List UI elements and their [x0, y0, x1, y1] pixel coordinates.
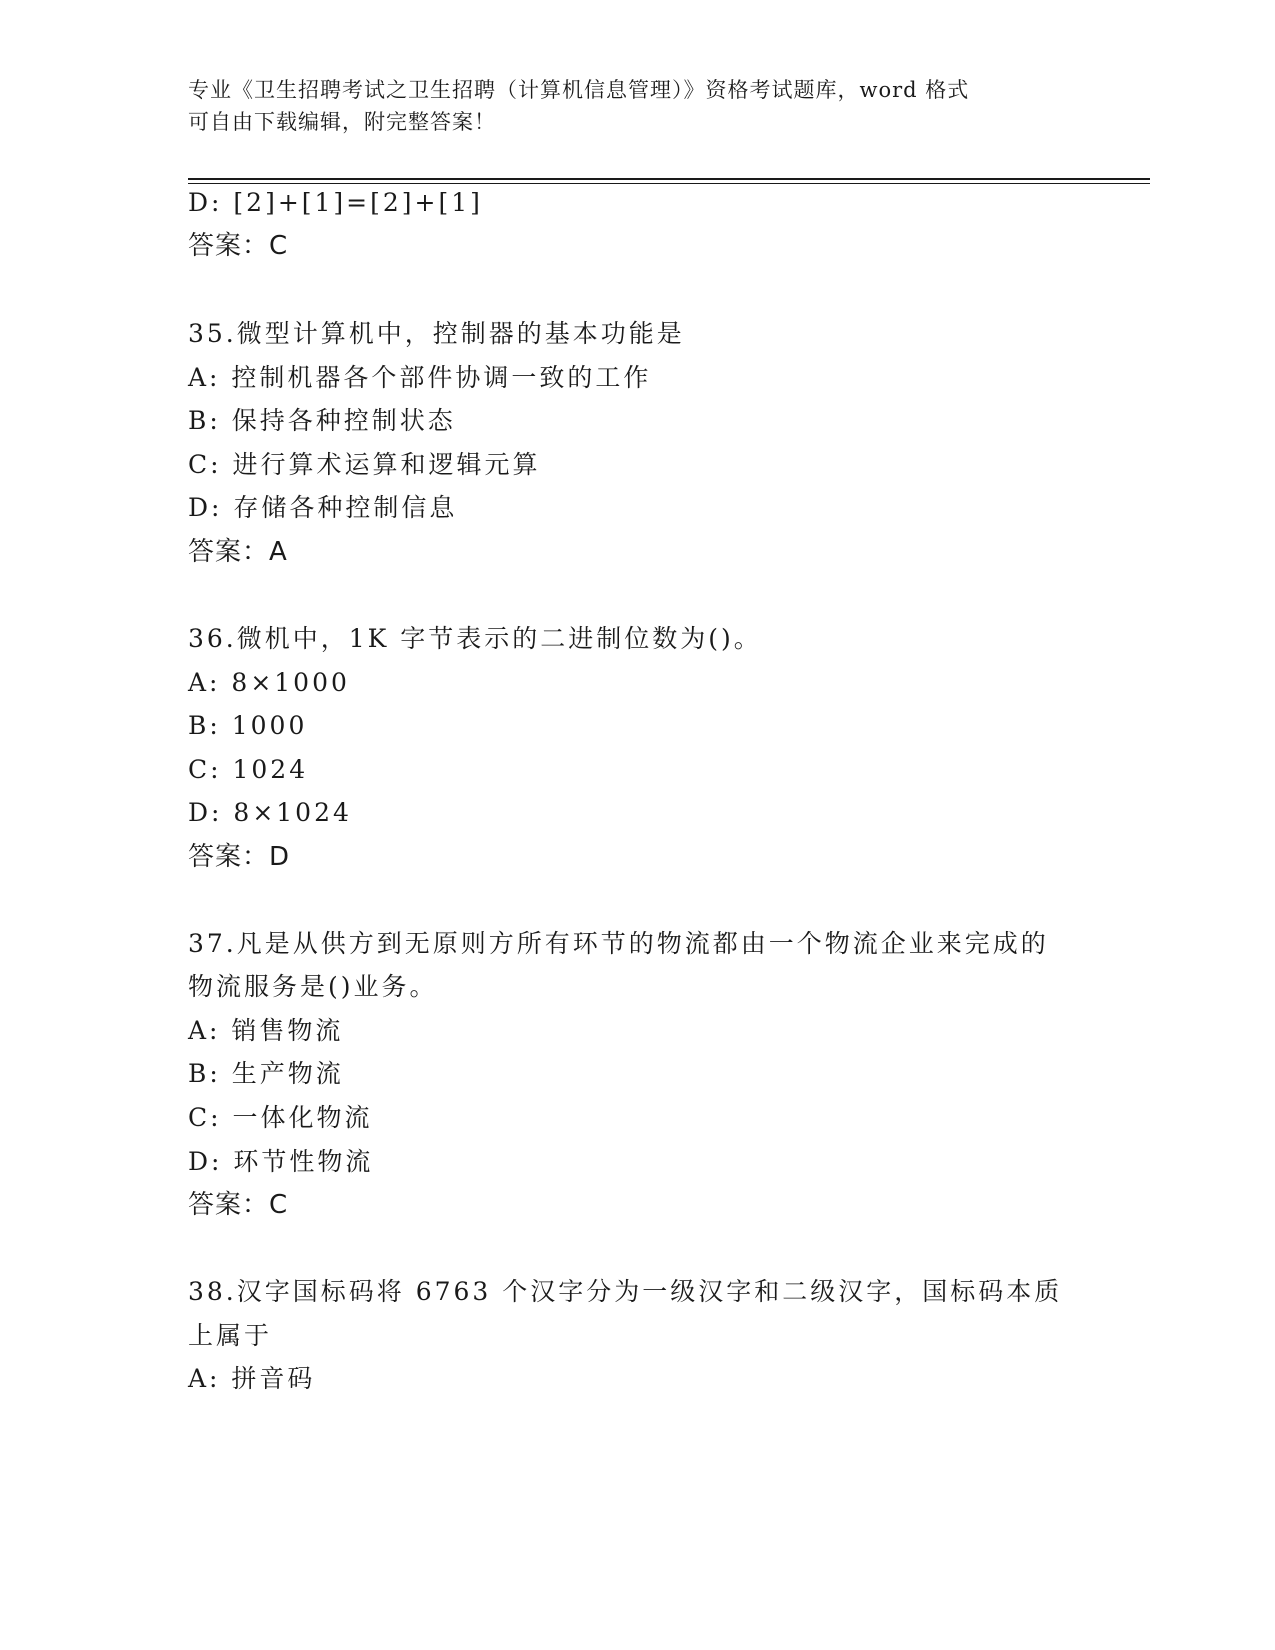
- q35-stem: 35.微型计算机中，控制器的基本功能是: [188, 319, 685, 348]
- q38-stem-line-2: 上属于: [188, 1321, 273, 1350]
- q35-answer: 答案：A: [188, 537, 288, 567]
- prev-answer: 答案：C: [188, 231, 289, 261]
- q38-stem-line-1: 38.汉字国标码将 6763 个汉字分为一级汉字和二级汉字，国标码本质: [188, 1277, 1063, 1306]
- header-title-line-2: 可自由下载编辑，附完整答案！: [188, 110, 496, 134]
- q35-option-a: A: 控制机器各个部件协调一致的工作: [188, 363, 652, 392]
- q37-option-b: B: 生产物流: [188, 1059, 344, 1088]
- q35-option-b: B: 保持各种控制状态: [188, 406, 456, 435]
- q36-answer: 答案：D: [188, 842, 291, 872]
- header-divider-thin: [188, 183, 1150, 184]
- q36-option-c: C: 1024: [188, 755, 309, 784]
- header-title-line-1: 专业《卫生招聘考试之卫生招聘（计算机信息管理）》资格考试题库，word 格式: [188, 78, 970, 102]
- header-divider-thick: [188, 178, 1150, 180]
- q35-option-c: C: 进行算术运算和逻辑元算: [188, 450, 541, 479]
- document-header: [188, 74, 1068, 138]
- prev-option-d: D: [2]+[1]=[2]+[1]: [188, 188, 483, 217]
- q37-option-d: D: 环节性物流: [188, 1147, 374, 1176]
- q37-stem-line-1: 37.凡是从供方到无原则方所有环节的物流都由一个物流企业来完成的: [188, 929, 1049, 958]
- q37-stem-line-2: 物流服务是()业务。: [188, 972, 438, 1001]
- q37-option-c: C: 一体化物流: [188, 1103, 373, 1132]
- q37-answer: 答案：C: [188, 1190, 289, 1220]
- q36-option-d: D: 8×1024: [188, 798, 352, 827]
- q36-option-a: A: 8×1000: [188, 668, 350, 697]
- q37-option-a: A: 销售物流: [188, 1016, 344, 1045]
- q36-stem: 36.微机中，1K 字节表示的二进制位数为()。: [188, 624, 762, 653]
- q38-option-a: A: 拼音码: [188, 1364, 316, 1393]
- q35-option-d: D: 存储各种控制信息: [188, 493, 458, 522]
- q36-option-b: B: 1000: [188, 711, 308, 740]
